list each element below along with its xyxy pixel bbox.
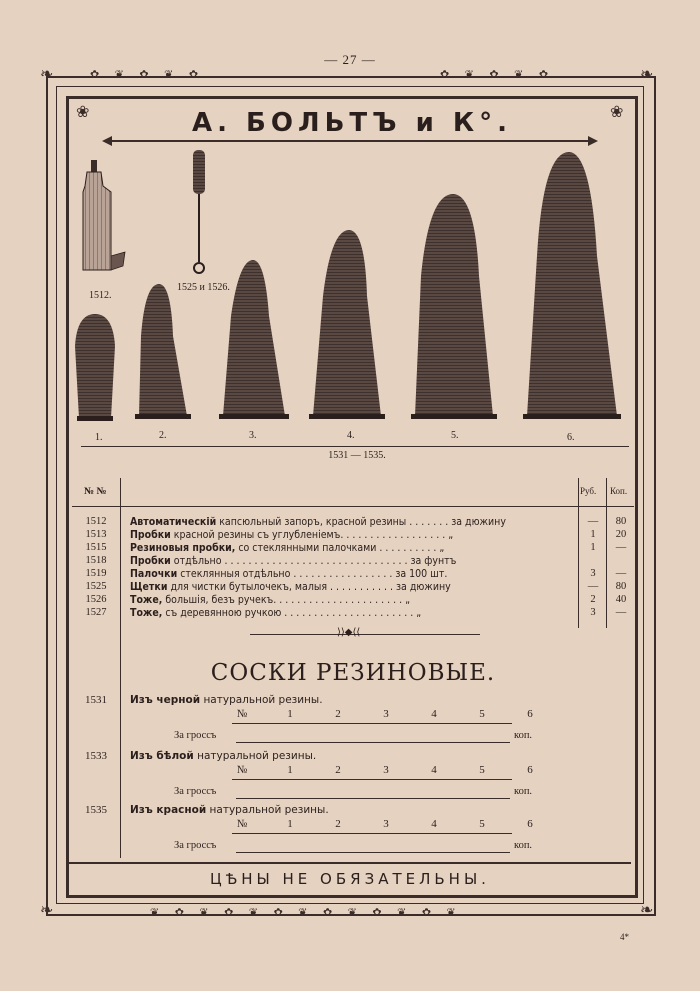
- price-unit: коп.: [514, 786, 533, 797]
- corner-ornament-bl: ❧: [40, 900, 54, 919]
- item-number: 1526: [85, 594, 107, 605]
- table-row: [72, 542, 634, 556]
- price-kop: 40: [615, 594, 627, 605]
- item-number: 1525: [85, 581, 107, 592]
- price-rub: —: [587, 516, 599, 527]
- header-num: № №: [84, 486, 107, 497]
- size: 1: [287, 818, 293, 830]
- price-kop: —: [615, 607, 627, 618]
- item-description: [130, 542, 576, 554]
- teats-drawing: [69, 146, 635, 446]
- price-label: За гроссъ: [174, 786, 217, 797]
- price-unit: коп.: [514, 730, 533, 741]
- item-description: [130, 529, 576, 541]
- item-description: [130, 694, 323, 706]
- title-rule: [110, 140, 590, 142]
- corner-ornament-tl: ❧: [40, 64, 54, 83]
- price-rule: [236, 798, 510, 799]
- teat-5: [411, 194, 497, 419]
- teat-label-4: 4.: [347, 430, 355, 441]
- item-description: [130, 555, 576, 567]
- brush-figure: [193, 150, 205, 273]
- header-rule: [72, 506, 634, 507]
- teat-2: [135, 284, 191, 419]
- price-rub: 1: [590, 542, 596, 553]
- teat-label-3: 3.: [249, 430, 257, 441]
- item-number: 1527: [85, 607, 107, 618]
- item-number: 1512: [85, 516, 107, 527]
- size: 4: [431, 818, 437, 830]
- size-prefix: №: [236, 708, 248, 720]
- table-row: [72, 581, 634, 595]
- corner-ornament-tr: ❧: [640, 64, 654, 83]
- size: 2: [335, 708, 341, 720]
- item-details: натуральной резины.: [200, 694, 323, 706]
- item-description: [130, 516, 576, 528]
- page-number: — 27 —: [324, 52, 376, 67]
- size: 5: [479, 764, 485, 776]
- price-rule: [236, 852, 510, 853]
- table-row: [72, 529, 634, 543]
- item-details: стеклянныя отдѣльно . . . . . . . . . . . . . . . . . за 100 шт.: [177, 568, 448, 580]
- price-rub: 2: [590, 594, 596, 605]
- size: 4: [431, 764, 437, 776]
- size: 6: [527, 708, 533, 720]
- size: 3: [383, 764, 389, 776]
- size: 1: [287, 764, 293, 776]
- size-prefix: №: [236, 764, 248, 776]
- bottle-figure: [83, 160, 125, 270]
- item-description: [130, 607, 576, 619]
- size-row: [218, 818, 554, 830]
- teat-1: [75, 314, 115, 421]
- size: 1: [287, 708, 293, 720]
- item-details: отдѣльно . . . . . . . . . . . . . . . . . . . . . . . . . . . . . . . за фунтъ: [170, 555, 457, 567]
- item-description: [130, 594, 576, 606]
- item-details: натуральной резины.: [193, 750, 317, 762]
- table-row: [72, 568, 634, 582]
- item-name: Изъ черной: [130, 694, 201, 706]
- footer-band: [69, 862, 631, 894]
- price-rub: —: [587, 581, 599, 592]
- size: 5: [479, 708, 485, 720]
- item-details: капсюльный запоръ, красной резины . . . . . . . за дюжину: [216, 516, 506, 528]
- item-name: Пробки: [130, 529, 171, 541]
- price-kop: 80: [615, 516, 627, 527]
- signature-mark: 4*: [620, 932, 629, 942]
- size-rule: [232, 779, 512, 780]
- price-kop: 20: [615, 529, 627, 540]
- size: 3: [383, 818, 389, 830]
- item-details: красной резины съ углубленіемъ. . . . . . . . . . . . . . . . . . „: [170, 529, 454, 541]
- size: 6: [527, 818, 533, 830]
- item-description: [130, 568, 576, 580]
- range-rule: [81, 446, 629, 447]
- header-kop: Коп.: [610, 486, 628, 496]
- bottom-ornament: ❦ ✿ ❦ ✿ ❦ ✿ ❦ ✿ ❦ ✿ ❦ ✿ ❦: [150, 906, 462, 919]
- item-name: Тоже,: [130, 594, 163, 606]
- item-name: Изъ бѣлой: [130, 750, 194, 762]
- section-title: СОСКИ РЕЗИНОВЫЕ.: [210, 660, 496, 686]
- footer-notice: ЦѢНЫ НЕ ОБЯЗАТЕЛЬНЫ.: [210, 870, 490, 888]
- item-details: со стеклянными палочками . . . . . . . . . . „: [235, 542, 445, 554]
- company-name: А. БОЛЬТЪ и К°.: [192, 108, 512, 138]
- item-number: 1519: [85, 568, 107, 579]
- section-divider: [250, 634, 480, 635]
- brush-label: 1525 и 1526.: [177, 282, 230, 293]
- item-number: 1533: [85, 750, 107, 762]
- price-unit: коп.: [514, 840, 533, 851]
- corner-ornament-br: ❧: [640, 900, 654, 919]
- size-row: [218, 708, 554, 720]
- teat-label-1: 1.: [95, 432, 103, 443]
- size-row: [218, 764, 554, 776]
- table-row: [72, 516, 634, 530]
- table-row: [72, 607, 634, 621]
- top-ornament-right: ✿ ❦ ✿ ❦ ✿: [440, 68, 555, 81]
- size: 5: [479, 818, 485, 830]
- item-description: [130, 804, 329, 816]
- size: 2: [335, 764, 341, 776]
- inner-corner-tl: ❀: [76, 102, 90, 121]
- teat-4: [309, 230, 385, 419]
- price-rub: 3: [590, 568, 596, 579]
- price-label: За гроссъ: [174, 730, 217, 741]
- divider-ornament: ⟩⟩◆⟨⟨: [337, 627, 361, 638]
- price-rub: 3: [590, 607, 596, 618]
- table-row: [72, 555, 634, 569]
- item-number: 1535: [85, 804, 107, 816]
- bottle-label: 1512.: [89, 290, 112, 301]
- table-row: [72, 594, 634, 608]
- size: 6: [527, 764, 533, 776]
- teat-label-6: 6.: [567, 432, 575, 443]
- item-name: Изъ красной: [130, 804, 207, 816]
- price-kop: 80: [615, 581, 627, 592]
- item-name: Пробки: [130, 555, 171, 567]
- teat-label-2: 2.: [159, 430, 167, 441]
- item-name: Тоже,: [130, 607, 163, 619]
- price-rub: 1: [590, 529, 596, 540]
- size: 3: [383, 708, 389, 720]
- size-prefix: №: [236, 818, 248, 830]
- price-rule: [236, 742, 510, 743]
- size: 2: [335, 818, 341, 830]
- item-number: 1518: [85, 555, 107, 566]
- item-number: 1531: [85, 694, 107, 706]
- teat-6: [523, 152, 621, 419]
- item-name: Щетки: [130, 581, 168, 593]
- price-kop: —: [615, 568, 627, 579]
- top-ornament: ✿ ❦ ✿ ❦ ✿: [90, 68, 205, 81]
- item-number: 1515: [85, 542, 107, 553]
- item-name: Автоматическій: [130, 516, 217, 528]
- inner-corner-tr: ❀: [610, 102, 624, 121]
- range-label: 1531 — 1535.: [328, 450, 386, 461]
- item-details: для чистки бутылочекъ, малыя . . . . . . . . . . . за дюжину: [167, 581, 451, 593]
- price-label: За гроссъ: [174, 840, 217, 851]
- item-number: 1513: [85, 529, 107, 540]
- teat-label-5: 5.: [451, 430, 459, 441]
- item-details: съ деревянною ручкою . . . . . . . . . . . . . . . . . . . . . . „: [162, 607, 422, 619]
- price-kop: —: [615, 542, 627, 553]
- item-details: натуральной резины.: [206, 804, 329, 816]
- size-rule: [232, 833, 512, 834]
- item-name: Палочки: [130, 568, 178, 580]
- header-rub: Руб.: [580, 486, 597, 496]
- size-rule: [232, 723, 512, 724]
- item-description: [130, 750, 316, 762]
- product-illustration: [69, 146, 635, 476]
- item-name: Резиновыя пробки,: [130, 542, 236, 554]
- item-details: большія, безъ ручекъ. . . . . . . . . . . . . . . . . . . . . . „: [162, 594, 411, 606]
- size: 4: [431, 708, 437, 720]
- item-description: [130, 581, 576, 593]
- price-table: [72, 478, 634, 858]
